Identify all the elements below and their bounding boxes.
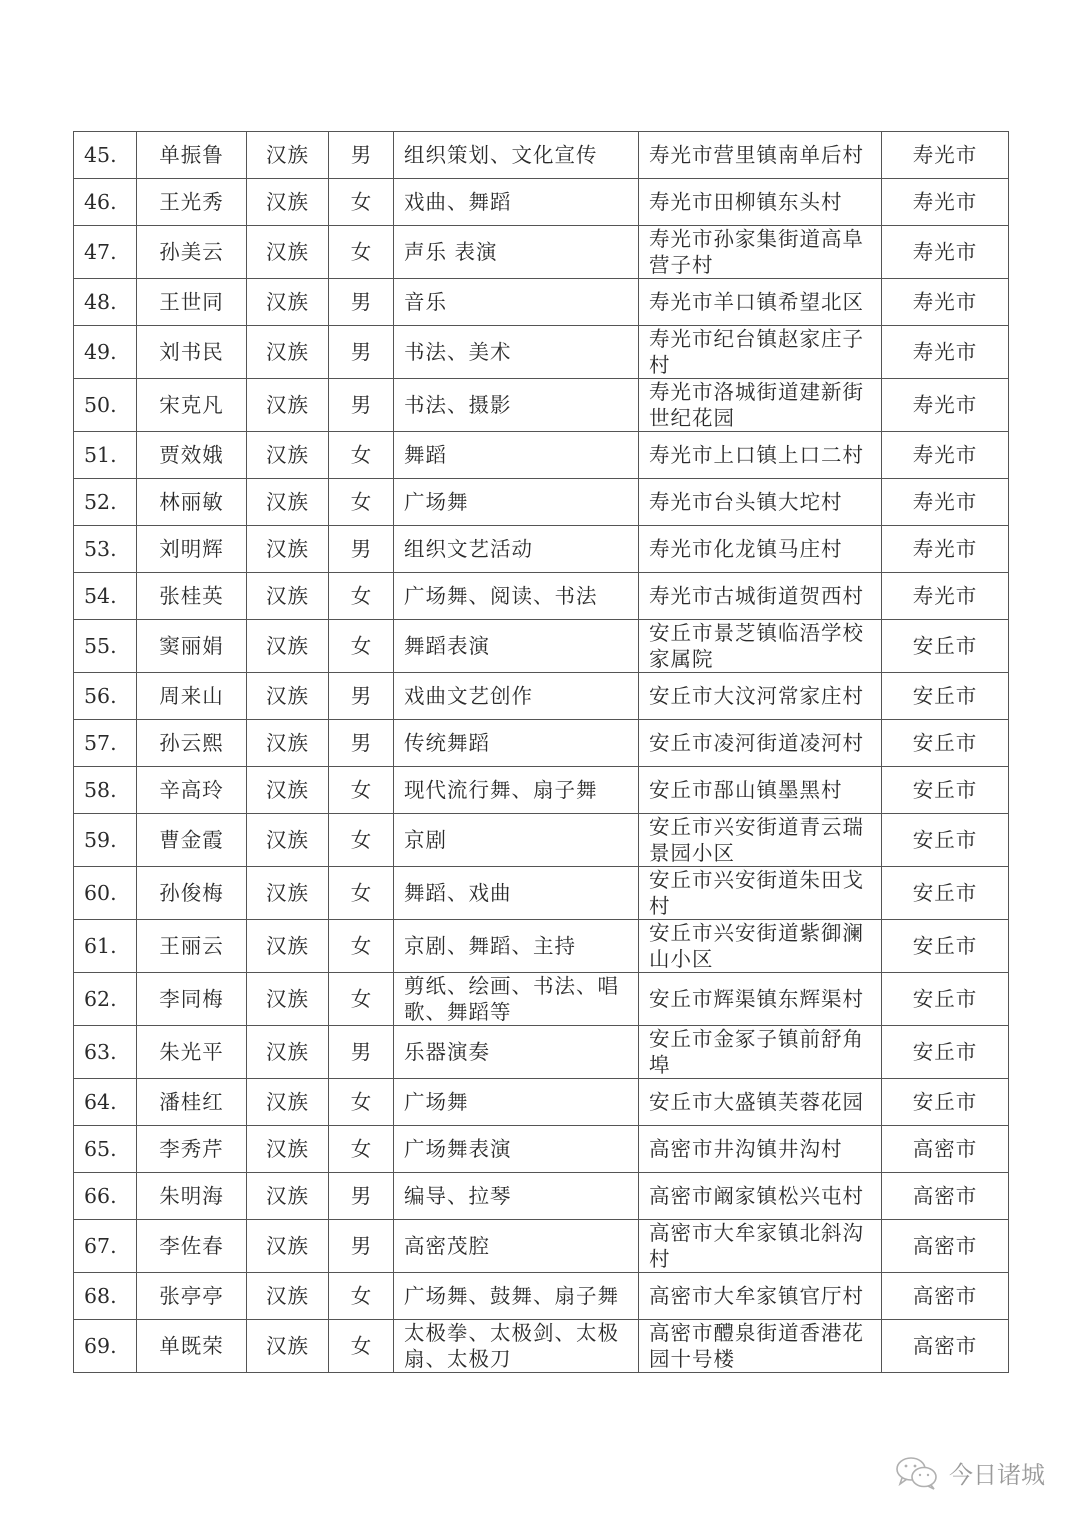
person-name-cell: 潘桂红 bbox=[137, 1079, 247, 1126]
ethnicity-cell: 汉族 bbox=[247, 920, 329, 973]
gender-cell: 男 bbox=[329, 720, 394, 767]
person-name-cell: 李佐春 bbox=[137, 1220, 247, 1273]
person-name-cell: 刘明辉 bbox=[137, 526, 247, 573]
specialty-cell: 舞蹈表演 bbox=[394, 620, 639, 673]
gender-cell: 女 bbox=[329, 973, 394, 1026]
ethnicity-cell: 汉族 bbox=[247, 226, 329, 279]
address-cell: 安丘市大盛镇芙蓉花园 bbox=[639, 1079, 882, 1126]
row-number-cell: 60. bbox=[74, 867, 137, 920]
row-number-cell: 52. bbox=[74, 479, 137, 526]
person-name-cell: 孙云熙 bbox=[137, 720, 247, 767]
table-row bbox=[74, 179, 1009, 226]
specialty-cell: 高密茂腔 bbox=[394, 1220, 639, 1273]
address-cell: 高密市井沟镇井沟村 bbox=[639, 1126, 882, 1173]
row-number-cell: 55. bbox=[74, 620, 137, 673]
person-name-cell: 李秀芹 bbox=[137, 1126, 247, 1173]
person-name-cell: 贾效娥 bbox=[137, 432, 247, 479]
person-name-cell: 宋克凡 bbox=[137, 379, 247, 432]
row-number-cell: 65. bbox=[74, 1126, 137, 1173]
ethnicity-cell: 汉族 bbox=[247, 720, 329, 767]
row-number-cell: 51. bbox=[74, 432, 137, 479]
table-row bbox=[74, 814, 1009, 867]
specialty-cell: 组织策划、文化宣传 bbox=[394, 132, 639, 179]
person-name-cell: 朱明海 bbox=[137, 1173, 247, 1220]
city-cell: 安丘市 bbox=[882, 620, 1009, 673]
city-cell: 寿光市 bbox=[882, 573, 1009, 620]
ethnicity-cell: 汉族 bbox=[247, 1079, 329, 1126]
address-cell: 安丘市大汶河常家庄村 bbox=[639, 673, 882, 720]
watermark-text: 今日诸城 bbox=[949, 1461, 1045, 1489]
person-name-cell: 孙美云 bbox=[137, 226, 247, 279]
gender-cell: 女 bbox=[329, 814, 394, 867]
row-number-cell: 57. bbox=[74, 720, 137, 767]
city-cell: 安丘市 bbox=[882, 920, 1009, 973]
row-number-cell: 59. bbox=[74, 814, 137, 867]
ethnicity-cell: 汉族 bbox=[247, 379, 329, 432]
gender-cell: 女 bbox=[329, 620, 394, 673]
specialty-cell: 声乐 表演 bbox=[394, 226, 639, 279]
ethnicity-cell: 汉族 bbox=[247, 1126, 329, 1173]
ethnicity-cell: 汉族 bbox=[247, 973, 329, 1026]
address-cell: 寿光市化龙镇马庄村 bbox=[639, 526, 882, 573]
table-row bbox=[74, 1220, 1009, 1273]
table-row bbox=[74, 226, 1009, 279]
gender-cell: 女 bbox=[329, 1079, 394, 1126]
specialty-cell: 传统舞蹈 bbox=[394, 720, 639, 767]
city-cell: 高密市 bbox=[882, 1126, 1009, 1173]
address-cell: 寿光市纪台镇赵家庄子村 bbox=[639, 326, 882, 379]
specialty-cell: 广场舞 bbox=[394, 1079, 639, 1126]
gender-cell: 男 bbox=[329, 132, 394, 179]
specialty-cell: 广场舞 bbox=[394, 479, 639, 526]
specialty-cell: 戏曲、舞蹈 bbox=[394, 179, 639, 226]
gender-cell: 女 bbox=[329, 479, 394, 526]
city-cell: 高密市 bbox=[882, 1273, 1009, 1320]
person-name-cell: 周来山 bbox=[137, 673, 247, 720]
city-cell: 寿光市 bbox=[882, 526, 1009, 573]
specialty-cell: 太极拳、太极剑、太极扇、太极刀 bbox=[394, 1320, 639, 1373]
table-row bbox=[74, 379, 1009, 432]
specialty-cell: 广场舞、鼓舞、扇子舞 bbox=[394, 1273, 639, 1320]
gender-cell: 女 bbox=[329, 226, 394, 279]
specialty-cell: 广场舞、阅读、书法 bbox=[394, 573, 639, 620]
specialty-cell: 京剧、舞蹈、主持 bbox=[394, 920, 639, 973]
person-name-cell: 王丽云 bbox=[137, 920, 247, 973]
row-number-cell: 69. bbox=[74, 1320, 137, 1373]
gender-cell: 男 bbox=[329, 326, 394, 379]
ethnicity-cell: 汉族 bbox=[247, 867, 329, 920]
gender-cell: 女 bbox=[329, 573, 394, 620]
ethnicity-cell: 汉族 bbox=[247, 479, 329, 526]
roster-body bbox=[74, 132, 1009, 1373]
table-row bbox=[74, 432, 1009, 479]
city-cell: 安丘市 bbox=[882, 673, 1009, 720]
table-row bbox=[74, 573, 1009, 620]
person-name-cell: 林丽敏 bbox=[137, 479, 247, 526]
row-number-cell: 67. bbox=[74, 1220, 137, 1273]
person-name-cell: 曹金霞 bbox=[137, 814, 247, 867]
city-cell: 安丘市 bbox=[882, 767, 1009, 814]
gender-cell: 男 bbox=[329, 1026, 394, 1079]
city-cell: 安丘市 bbox=[882, 720, 1009, 767]
address-cell: 安丘市辉渠镇东辉渠村 bbox=[639, 973, 882, 1026]
table-row bbox=[74, 1273, 1009, 1320]
address-cell: 安丘市兴安街道青云瑞景园小区 bbox=[639, 814, 882, 867]
table-row bbox=[74, 767, 1009, 814]
table-row bbox=[74, 673, 1009, 720]
address-cell: 寿光市上口镇上口二村 bbox=[639, 432, 882, 479]
city-cell: 寿光市 bbox=[882, 132, 1009, 179]
ethnicity-cell: 汉族 bbox=[247, 673, 329, 720]
person-name-cell: 辛高玲 bbox=[137, 767, 247, 814]
person-name-cell: 王世同 bbox=[137, 279, 247, 326]
address-cell: 寿光市台头镇大坨村 bbox=[639, 479, 882, 526]
gender-cell: 女 bbox=[329, 920, 394, 973]
address-cell: 寿光市羊口镇希望北区 bbox=[639, 279, 882, 326]
ethnicity-cell: 汉族 bbox=[247, 326, 329, 379]
ethnicity-cell: 汉族 bbox=[247, 1273, 329, 1320]
table-row bbox=[74, 1126, 1009, 1173]
table-row bbox=[74, 620, 1009, 673]
gender-cell: 女 bbox=[329, 432, 394, 479]
ethnicity-cell: 汉族 bbox=[247, 620, 329, 673]
ethnicity-cell: 汉族 bbox=[247, 1026, 329, 1079]
row-number-cell: 56. bbox=[74, 673, 137, 720]
gender-cell: 男 bbox=[329, 379, 394, 432]
row-number-cell: 54. bbox=[74, 573, 137, 620]
city-cell: 寿光市 bbox=[882, 432, 1009, 479]
address-cell: 寿光市营里镇南单后村 bbox=[639, 132, 882, 179]
gender-cell: 女 bbox=[329, 1273, 394, 1320]
city-cell: 高密市 bbox=[882, 1173, 1009, 1220]
row-number-cell: 50. bbox=[74, 379, 137, 432]
specialty-cell: 组织文艺活动 bbox=[394, 526, 639, 573]
city-cell: 高密市 bbox=[882, 1320, 1009, 1373]
person-name-cell: 窦丽娟 bbox=[137, 620, 247, 673]
address-cell: 高密市大牟家镇北斜沟村 bbox=[639, 1220, 882, 1273]
person-name-cell: 张亭亭 bbox=[137, 1273, 247, 1320]
row-number-cell: 62. bbox=[74, 973, 137, 1026]
specialty-cell: 乐器演奏 bbox=[394, 1026, 639, 1079]
address-cell: 寿光市洛城街道建新街世纪花园 bbox=[639, 379, 882, 432]
person-name-cell: 张桂英 bbox=[137, 573, 247, 620]
specialty-cell: 舞蹈、戏曲 bbox=[394, 867, 639, 920]
table-row bbox=[74, 132, 1009, 179]
city-cell: 安丘市 bbox=[882, 814, 1009, 867]
specialty-cell: 音乐 bbox=[394, 279, 639, 326]
table-row bbox=[74, 973, 1009, 1026]
specialty-cell: 书法、摄影 bbox=[394, 379, 639, 432]
person-name-cell: 刘书民 bbox=[137, 326, 247, 379]
city-cell: 寿光市 bbox=[882, 226, 1009, 279]
ethnicity-cell: 汉族 bbox=[247, 432, 329, 479]
ethnicity-cell: 汉族 bbox=[247, 767, 329, 814]
city-cell: 寿光市 bbox=[882, 326, 1009, 379]
address-cell: 寿光市田柳镇东头村 bbox=[639, 179, 882, 226]
gender-cell: 女 bbox=[329, 1320, 394, 1373]
row-number-cell: 47. bbox=[74, 226, 137, 279]
person-name-cell: 王光秀 bbox=[137, 179, 247, 226]
table-row bbox=[74, 1026, 1009, 1079]
ethnicity-cell: 汉族 bbox=[247, 179, 329, 226]
row-number-cell: 53. bbox=[74, 526, 137, 573]
city-cell: 安丘市 bbox=[882, 1079, 1009, 1126]
person-name-cell: 单振鲁 bbox=[137, 132, 247, 179]
address-cell: 寿光市孙家集街道高阜营子村 bbox=[639, 226, 882, 279]
specialty-cell: 现代流行舞、扇子舞 bbox=[394, 767, 639, 814]
ethnicity-cell: 汉族 bbox=[247, 132, 329, 179]
person-name-cell: 李同梅 bbox=[137, 973, 247, 1026]
gender-cell: 女 bbox=[329, 867, 394, 920]
row-number-cell: 64. bbox=[74, 1079, 137, 1126]
gender-cell: 男 bbox=[329, 1173, 394, 1220]
address-cell: 安丘市凌河街道凌河村 bbox=[639, 720, 882, 767]
address-cell: 寿光市古城街道贺西村 bbox=[639, 573, 882, 620]
person-name-cell: 朱光平 bbox=[137, 1026, 247, 1079]
gender-cell: 男 bbox=[329, 279, 394, 326]
ethnicity-cell: 汉族 bbox=[247, 814, 329, 867]
row-number-cell: 46. bbox=[74, 179, 137, 226]
address-cell: 高密市阚家镇松兴屯村 bbox=[639, 1173, 882, 1220]
ethnicity-cell: 汉族 bbox=[247, 1173, 329, 1220]
address-cell: 高密市大牟家镇官厅村 bbox=[639, 1273, 882, 1320]
ethnicity-cell: 汉族 bbox=[247, 279, 329, 326]
specialty-cell: 书法、美术 bbox=[394, 326, 639, 379]
city-cell: 寿光市 bbox=[882, 379, 1009, 432]
city-cell: 安丘市 bbox=[882, 1026, 1009, 1079]
specialty-cell: 舞蹈 bbox=[394, 432, 639, 479]
ethnicity-cell: 汉族 bbox=[247, 573, 329, 620]
row-number-cell: 58. bbox=[74, 767, 137, 814]
city-cell: 寿光市 bbox=[882, 279, 1009, 326]
address-cell: 高密市醴泉街道香港花园十号楼 bbox=[639, 1320, 882, 1373]
city-cell: 高密市 bbox=[882, 1220, 1009, 1273]
table-row bbox=[74, 526, 1009, 573]
specialty-cell: 编导、拉琴 bbox=[394, 1173, 639, 1220]
specialty-cell: 京剧 bbox=[394, 814, 639, 867]
person-name-cell: 单既荣 bbox=[137, 1320, 247, 1373]
row-number-cell: 66. bbox=[74, 1173, 137, 1220]
row-number-cell: 68. bbox=[74, 1273, 137, 1320]
ethnicity-cell: 汉族 bbox=[247, 526, 329, 573]
table-row bbox=[74, 720, 1009, 767]
table-row bbox=[74, 867, 1009, 920]
ethnicity-cell: 汉族 bbox=[247, 1320, 329, 1373]
city-cell: 寿光市 bbox=[882, 179, 1009, 226]
ethnicity-cell: 汉族 bbox=[247, 1220, 329, 1273]
row-number-cell: 48. bbox=[74, 279, 137, 326]
city-cell: 安丘市 bbox=[882, 973, 1009, 1026]
volunteer-roster-table bbox=[73, 131, 1009, 1373]
table-row bbox=[74, 479, 1009, 526]
address-cell: 安丘市景芝镇临浯学校家属院 bbox=[639, 620, 882, 673]
table-row bbox=[74, 326, 1009, 379]
address-cell: 安丘市兴安街道朱田戈村 bbox=[639, 867, 882, 920]
table-row bbox=[74, 279, 1009, 326]
gender-cell: 男 bbox=[329, 526, 394, 573]
specialty-cell: 剪纸、绘画、书法、唱歌、舞蹈等 bbox=[394, 973, 639, 1026]
address-cell: 安丘市郚山镇墨黑村 bbox=[639, 767, 882, 814]
gender-cell: 女 bbox=[329, 179, 394, 226]
gender-cell: 女 bbox=[329, 1126, 394, 1173]
row-number-cell: 61. bbox=[74, 920, 137, 973]
address-cell: 安丘市兴安街道紫御澜山小区 bbox=[639, 920, 882, 973]
row-number-cell: 49. bbox=[74, 326, 137, 379]
watermark bbox=[895, 1455, 1045, 1490]
city-cell: 安丘市 bbox=[882, 867, 1009, 920]
specialty-cell: 广场舞表演 bbox=[394, 1126, 639, 1173]
table-row bbox=[74, 920, 1009, 973]
row-number-cell: 63. bbox=[74, 1026, 137, 1079]
gender-cell: 男 bbox=[329, 1220, 394, 1273]
table-row bbox=[74, 1079, 1009, 1126]
gender-cell: 女 bbox=[329, 767, 394, 814]
address-cell: 安丘市金冢子镇前舒角埠 bbox=[639, 1026, 882, 1079]
wechat-icon bbox=[895, 1456, 939, 1490]
person-name-cell: 孙俊梅 bbox=[137, 867, 247, 920]
table-row bbox=[74, 1173, 1009, 1220]
specialty-cell: 戏曲文艺创作 bbox=[394, 673, 639, 720]
row-number-cell: 45. bbox=[74, 132, 137, 179]
city-cell: 寿光市 bbox=[882, 479, 1009, 526]
gender-cell: 男 bbox=[329, 673, 394, 720]
table-row bbox=[74, 1320, 1009, 1373]
